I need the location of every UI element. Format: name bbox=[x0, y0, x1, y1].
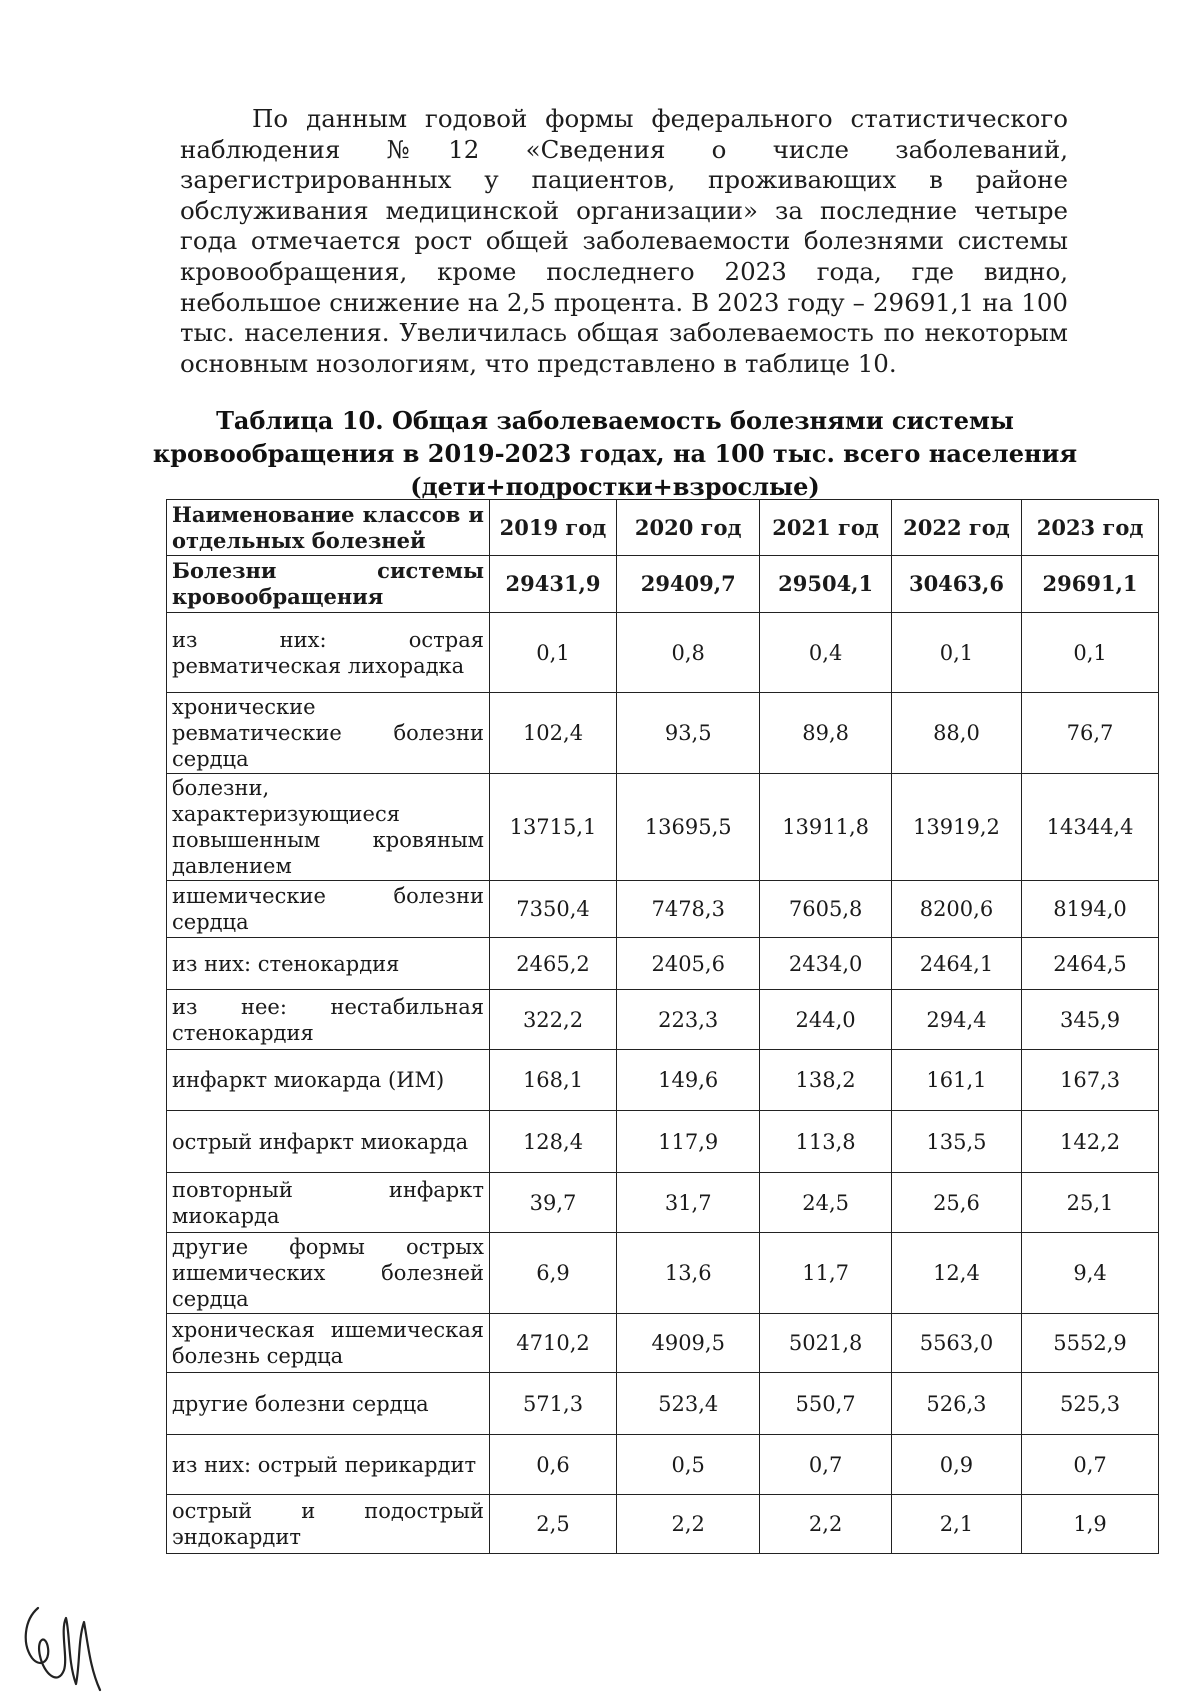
value-cell: 8200,6 bbox=[891, 881, 1021, 938]
table-title: Таблица 10. Общая заболеваемость болезнями системы кровообращения в 2019-2023 годах, на 100 тыс. всего населения (дети+подростки+взрослые) bbox=[152, 406, 1078, 501]
value-cell: 89,8 bbox=[760, 693, 891, 774]
row-name-cell: инфаркт миокарда (ИМ) bbox=[167, 1050, 490, 1111]
value-cell: 39,7 bbox=[490, 1173, 617, 1233]
value-cell: 13695,5 bbox=[617, 774, 760, 881]
header-year: 2022 год bbox=[891, 500, 1021, 556]
value-cell: 13919,2 bbox=[891, 774, 1021, 881]
value-cell: 223,3 bbox=[617, 990, 760, 1050]
value-cell: 0,7 bbox=[760, 1435, 891, 1495]
value-cell: 8194,0 bbox=[1022, 881, 1159, 938]
value-cell: 25,1 bbox=[1022, 1173, 1159, 1233]
table-row bbox=[167, 990, 1159, 1050]
value-cell: 29504,1 bbox=[760, 556, 891, 613]
table-row bbox=[167, 1173, 1159, 1233]
table-row bbox=[167, 1495, 1159, 1554]
row-name-cell: из них: стенокардия bbox=[167, 938, 490, 990]
row-name-cell: из нее: нестабильная стенокардия bbox=[167, 990, 490, 1050]
value-cell: 11,7 bbox=[760, 1233, 891, 1314]
value-cell: 0,1 bbox=[1022, 613, 1159, 693]
header-year: 2020 год bbox=[617, 500, 760, 556]
value-cell: 30463,6 bbox=[891, 556, 1021, 613]
value-cell: 7605,8 bbox=[760, 881, 891, 938]
value-cell: 25,6 bbox=[891, 1173, 1021, 1233]
table-row bbox=[167, 1314, 1159, 1373]
value-cell: 345,9 bbox=[1022, 990, 1159, 1050]
table-row bbox=[167, 1111, 1159, 1173]
header-name: Наименование классов и отдельных болезней bbox=[167, 500, 490, 556]
row-name-cell: из них: острая ревматическая лихорадка bbox=[167, 613, 490, 693]
value-cell: 0,1 bbox=[891, 613, 1021, 693]
value-cell: 526,3 bbox=[891, 1373, 1021, 1435]
value-cell: 76,7 bbox=[1022, 693, 1159, 774]
value-cell: 102,4 bbox=[490, 693, 617, 774]
table-row bbox=[167, 881, 1159, 938]
value-cell: 525,3 bbox=[1022, 1373, 1159, 1435]
table-header-row bbox=[167, 500, 1159, 556]
value-cell: 117,9 bbox=[617, 1111, 760, 1173]
row-name-cell: другие формы острых ишемических болезней сердца bbox=[167, 1233, 490, 1314]
value-cell: 135,5 bbox=[891, 1111, 1021, 1173]
value-cell: 167,3 bbox=[1022, 1050, 1159, 1111]
value-cell: 31,7 bbox=[617, 1173, 760, 1233]
value-cell: 244,0 bbox=[760, 990, 891, 1050]
value-cell: 13911,8 bbox=[760, 774, 891, 881]
row-name-cell: из них: острый перикардит bbox=[167, 1435, 490, 1495]
value-cell: 0,1 bbox=[490, 613, 617, 693]
table-row bbox=[167, 938, 1159, 990]
row-name-cell: болезни, характеризующиеся повышенным кровяным давлением bbox=[167, 774, 490, 881]
row-name-cell: хронические ревматические болезни сердца bbox=[167, 693, 490, 774]
value-cell: 2465,2 bbox=[490, 938, 617, 990]
table-row bbox=[167, 613, 1159, 693]
disease-table bbox=[166, 499, 1159, 1554]
value-cell: 161,1 bbox=[891, 1050, 1021, 1111]
value-cell: 550,7 bbox=[760, 1373, 891, 1435]
value-cell: 2,2 bbox=[617, 1495, 760, 1554]
value-cell: 4909,5 bbox=[617, 1314, 760, 1373]
value-cell: 2464,5 bbox=[1022, 938, 1159, 990]
row-name-cell: острый инфаркт миокарда bbox=[167, 1111, 490, 1173]
row-name-cell: хроническая ишемическая болезнь сердца bbox=[167, 1314, 490, 1373]
value-cell: 2,2 bbox=[760, 1495, 891, 1554]
value-cell: 13715,1 bbox=[490, 774, 617, 881]
value-cell: 5021,8 bbox=[760, 1314, 891, 1373]
table-row bbox=[167, 556, 1159, 613]
value-cell: 2434,0 bbox=[760, 938, 891, 990]
value-cell: 142,2 bbox=[1022, 1111, 1159, 1173]
value-cell: 0,6 bbox=[490, 1435, 617, 1495]
value-cell: 2464,1 bbox=[891, 938, 1021, 990]
value-cell: 13,6 bbox=[617, 1233, 760, 1314]
value-cell: 29409,7 bbox=[617, 556, 760, 613]
table-row bbox=[167, 1233, 1159, 1314]
value-cell: 294,4 bbox=[891, 990, 1021, 1050]
value-cell: 168,1 bbox=[490, 1050, 617, 1111]
table-row bbox=[167, 693, 1159, 774]
intro-paragraph: По данным годовой формы федерального статистического наблюдения №12 «Сведения о числе заболеваний, зарегистрированных у пациентов, проживающих в районе обслуживания медицинской организации» за последние четыре года отмечается рост общей заболеваемости болезнями системы кровообращения, кроме последнего 2023 года, где видно, небольшое снижение на 2,5 процента. В 2023 году – 29691,1 на 100 тыс. населения. Увеличилась общая заболеваемость по некоторым основным нозологиям, что представлено в таблице 10. bbox=[180, 104, 1068, 378]
row-name-cell: Болезни системы кровообращения bbox=[167, 556, 490, 613]
value-cell: 29691,1 bbox=[1022, 556, 1159, 613]
value-cell: 571,3 bbox=[490, 1373, 617, 1435]
value-cell: 88,0 bbox=[891, 693, 1021, 774]
header-year: 2019 год bbox=[490, 500, 617, 556]
value-cell: 128,4 bbox=[490, 1111, 617, 1173]
value-cell: 29431,9 bbox=[490, 556, 617, 613]
value-cell: 322,2 bbox=[490, 990, 617, 1050]
value-cell: 12,4 bbox=[891, 1233, 1021, 1314]
value-cell: 5563,0 bbox=[891, 1314, 1021, 1373]
value-cell: 0,9 bbox=[891, 1435, 1021, 1495]
value-cell: 2,1 bbox=[891, 1495, 1021, 1554]
value-cell: 7350,4 bbox=[490, 881, 617, 938]
table-row bbox=[167, 1050, 1159, 1111]
value-cell: 0,7 bbox=[1022, 1435, 1159, 1495]
table-row bbox=[167, 1373, 1159, 1435]
value-cell: 138,2 bbox=[760, 1050, 891, 1111]
value-cell: 0,5 bbox=[617, 1435, 760, 1495]
value-cell: 24,5 bbox=[760, 1173, 891, 1233]
value-cell: 2405,6 bbox=[617, 938, 760, 990]
row-name-cell: острый и подострый эндокардит bbox=[167, 1495, 490, 1554]
table-row bbox=[167, 1435, 1159, 1495]
table-row bbox=[167, 774, 1159, 881]
value-cell: 14344,4 bbox=[1022, 774, 1159, 881]
value-cell: 1,9 bbox=[1022, 1495, 1159, 1554]
value-cell: 6,9 bbox=[490, 1233, 617, 1314]
value-cell: 2,5 bbox=[490, 1495, 617, 1554]
row-name-cell: повторный инфаркт миокарда bbox=[167, 1173, 490, 1233]
value-cell: 93,5 bbox=[617, 693, 760, 774]
row-name-cell: другие болезни сердца bbox=[167, 1373, 490, 1435]
value-cell: 5552,9 bbox=[1022, 1314, 1159, 1373]
value-cell: 113,8 bbox=[760, 1111, 891, 1173]
value-cell: 0,8 bbox=[617, 613, 760, 693]
value-cell: 9,4 bbox=[1022, 1233, 1159, 1314]
value-cell: 149,6 bbox=[617, 1050, 760, 1111]
value-cell: 7478,3 bbox=[617, 881, 760, 938]
handwritten-signature bbox=[20, 1600, 110, 1692]
value-cell: 523,4 bbox=[617, 1373, 760, 1435]
header-year: 2021 год bbox=[760, 500, 891, 556]
row-name-cell: ишемические болезни сердца bbox=[167, 881, 490, 938]
header-year: 2023 год bbox=[1022, 500, 1159, 556]
value-cell: 0,4 bbox=[760, 613, 891, 693]
value-cell: 4710,2 bbox=[490, 1314, 617, 1373]
